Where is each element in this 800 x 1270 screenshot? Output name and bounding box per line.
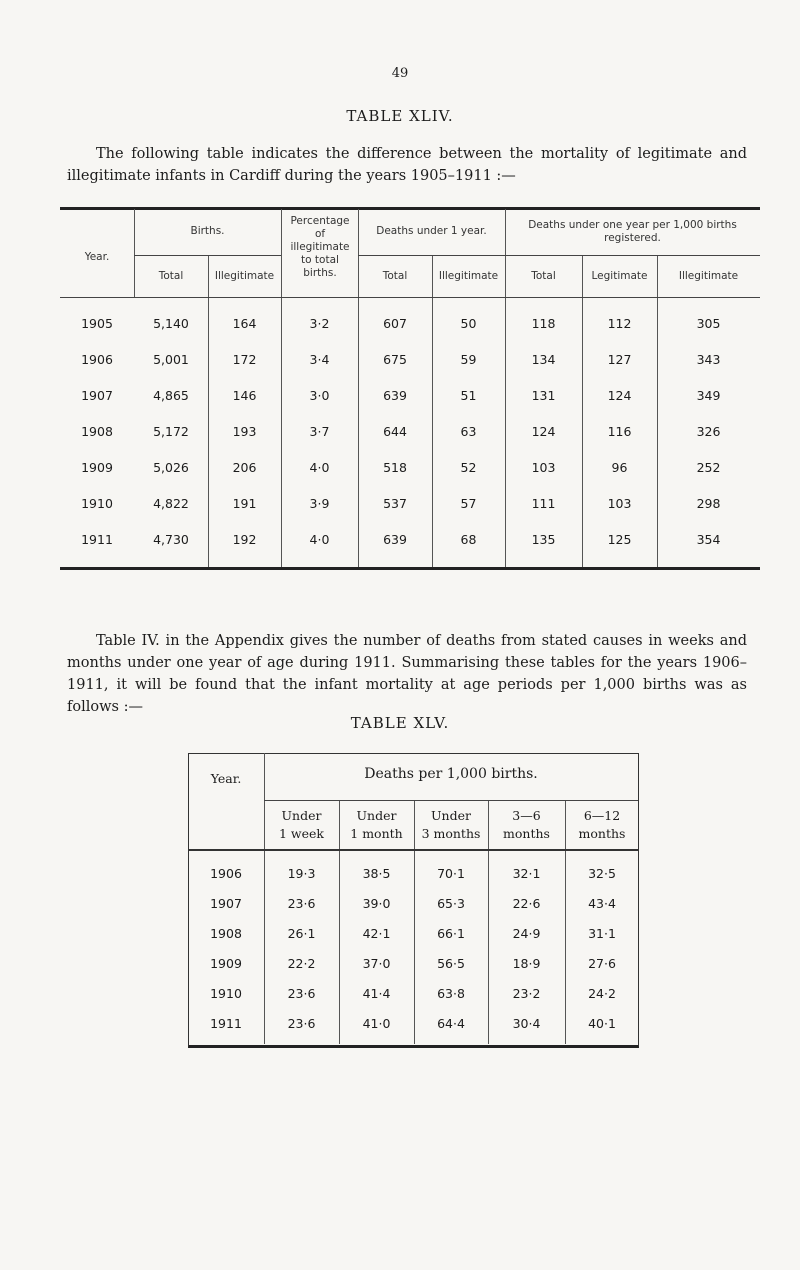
table-cell: 23·6 <box>287 1016 316 1031</box>
row-year: 1910 <box>210 986 242 1001</box>
row-year: 1910 <box>81 496 113 511</box>
table-cell: 65·3 <box>437 896 465 911</box>
table-cell: 118 <box>531 316 556 331</box>
table-cell: 124 <box>531 424 556 439</box>
row-year: 1906 <box>81 352 113 367</box>
table-cell: 193 <box>232 424 257 439</box>
header-year: Year. <box>84 251 110 263</box>
header-deaths-illegitimate: Illegitimate <box>438 270 499 282</box>
table-cell: 134 <box>531 352 556 367</box>
table-cell: 64·4 <box>437 1016 465 1031</box>
table-cell: 32·1 <box>512 866 541 881</box>
table-cell: 3·2 <box>309 316 330 331</box>
table-cell: 124 <box>607 388 632 403</box>
row-year: 1905 <box>81 316 113 331</box>
table-cell: 131 <box>531 388 556 403</box>
table-cell: 644 <box>383 424 407 439</box>
table-cell: 41·0 <box>362 1016 391 1031</box>
table-cell: 135 <box>531 532 556 547</box>
table-cell: 57 <box>460 496 477 511</box>
column-header: 3—6 months <box>503 808 550 841</box>
table-cell: 675 <box>383 352 407 367</box>
table-cell: 26·1 <box>287 926 316 941</box>
table-cell: 146 <box>232 388 257 403</box>
table-cell: 59 <box>460 352 477 367</box>
top-rule <box>60 207 760 210</box>
row-year: 1911 <box>81 532 113 547</box>
header-year: Year. <box>210 771 242 786</box>
table-cell: 5,001 <box>153 352 189 367</box>
table-cell: 3·0 <box>309 388 330 403</box>
table-cell: 43·4 <box>588 896 616 911</box>
table-cell: 206 <box>232 460 257 475</box>
table-cell: 192 <box>232 532 257 547</box>
table-cell: 354 <box>696 532 721 547</box>
table-cell: 42·1 <box>362 926 391 941</box>
table-cell: 22·2 <box>287 956 316 971</box>
table-45-title: TABLE XLV. <box>350 714 450 732</box>
table-cell: 537 <box>383 496 407 511</box>
table-cell: 518 <box>383 460 407 475</box>
table-cell: 30·4 <box>512 1016 541 1031</box>
table-cell: 164 <box>232 316 257 331</box>
row-year: 1906 <box>210 866 242 881</box>
table-cell: 4·0 <box>309 532 330 547</box>
intro-paragraph: The following table indicates the difference between the mortality of legitimate and illegitimate infants in Cardiff during the years 1905–1911 :— <box>67 146 747 184</box>
table-cell: 5,026 <box>153 460 189 475</box>
table-cell: 32·5 <box>588 866 616 881</box>
header-deaths-per-1000: Deaths under one year per 1,000 births registered. <box>528 219 737 244</box>
table-cell: 3·7 <box>309 424 330 439</box>
table-cell: 39·0 <box>362 896 391 911</box>
age-period-table <box>188 753 639 1048</box>
table-cell: 31·1 <box>588 926 616 941</box>
header-deaths-under-1: Deaths under 1 year. <box>376 225 487 237</box>
table-cell: 63 <box>460 424 477 439</box>
table-cell: 127 <box>607 352 632 367</box>
table-cell: 191 <box>232 496 257 511</box>
table-cell: 103 <box>607 496 632 511</box>
table-cell: 116 <box>607 424 632 439</box>
table-cell: 111 <box>531 496 556 511</box>
table-cell: 23·6 <box>287 986 316 1001</box>
table-cell: 343 <box>696 352 721 367</box>
table-cell: 305 <box>696 316 721 331</box>
table-cell: 4,730 <box>153 532 189 547</box>
table-cell: 51 <box>460 388 477 403</box>
table-cell: 23·6 <box>287 896 316 911</box>
table-cell: 96 <box>611 460 628 475</box>
table-cell: 298 <box>696 496 721 511</box>
table-cell: 27·6 <box>588 956 616 971</box>
table-cell: 639 <box>383 532 407 547</box>
header-percentage: Percentage of illegitimate to total births. <box>290 215 350 279</box>
table-cell: 23·2 <box>512 986 541 1001</box>
table-cell: 56·5 <box>437 956 465 971</box>
table-cell: 68 <box>460 532 477 547</box>
table-cell: 37·0 <box>362 956 391 971</box>
table-cell: 639 <box>383 388 407 403</box>
row-year: 1911 <box>210 1016 242 1031</box>
table-cell: 4,822 <box>153 496 189 511</box>
row-year: 1909 <box>81 460 113 475</box>
header-births: Births. <box>190 225 225 237</box>
table-cell: 349 <box>696 388 721 403</box>
table-cell: 3·4 <box>309 352 330 367</box>
table-cell: 38·5 <box>362 866 391 881</box>
header-per1000-total: Total <box>531 270 556 282</box>
table-cell: 50 <box>460 316 477 331</box>
table-cell: 70·1 <box>437 866 465 881</box>
table-cell: 4·0 <box>309 460 330 475</box>
header-deaths-total: Total <box>382 270 408 282</box>
table-cell: 24·2 <box>588 986 616 1001</box>
row-year: 1907 <box>210 896 242 911</box>
table-cell: 63·8 <box>437 986 465 1001</box>
table-cell: 41·4 <box>362 986 391 1001</box>
header-deaths-per-1000: Deaths per 1,000 births. <box>364 766 538 782</box>
table-cell: 125 <box>607 532 632 547</box>
table-cell: 24·9 <box>512 926 541 941</box>
table-cell: 103 <box>531 460 556 475</box>
bottom-rule <box>60 567 760 570</box>
header-per1000-illegitimate: Illegitimate <box>678 270 739 282</box>
table-cell: 4,865 <box>153 388 189 403</box>
table-cell: 52 <box>460 460 477 475</box>
row-year: 1907 <box>81 388 113 403</box>
summary-paragraph: Table IV. in the Appendix gives the number of deaths from stated causes in weeks and months under one year of age during 1911. Summarising these tables for the years 1906–1911, it will be found that the infant mortality at age periods per 1,000 births was as follows :— <box>67 633 747 715</box>
table-cell: 19·3 <box>287 866 316 881</box>
table-cell: 607 <box>383 316 407 331</box>
column-header: Under 1 week <box>279 808 324 841</box>
table-cell: 172 <box>232 352 257 367</box>
table-cell: 3·9 <box>309 496 330 511</box>
table-cell: 112 <box>607 316 632 331</box>
table-cell: 66·1 <box>437 926 465 941</box>
header-per1000-legitimate: Legitimate <box>591 270 648 282</box>
table-cell: 252 <box>696 460 721 475</box>
table-cell: 326 <box>696 424 721 439</box>
row-year: 1909 <box>210 956 242 971</box>
column-header: 6—12 months <box>578 808 626 841</box>
table-cell: 22·6 <box>512 896 541 911</box>
table-44-title: TABLE XLIV. <box>346 107 454 125</box>
table-cell: 5,172 <box>153 424 189 439</box>
row-year: 1908 <box>210 926 242 941</box>
header-births-total: Total <box>158 270 184 282</box>
page-number: 49 <box>391 66 409 81</box>
column-header: Under 3 months <box>421 808 481 841</box>
table-cell: 40·1 <box>588 1016 616 1031</box>
table-cell: 18·9 <box>512 956 541 971</box>
table-cell: 5,140 <box>153 316 189 331</box>
column-header: Under 1 month <box>350 808 403 841</box>
header-births-illegitimate: Illegitimate <box>214 270 275 282</box>
row-year: 1908 <box>81 424 113 439</box>
